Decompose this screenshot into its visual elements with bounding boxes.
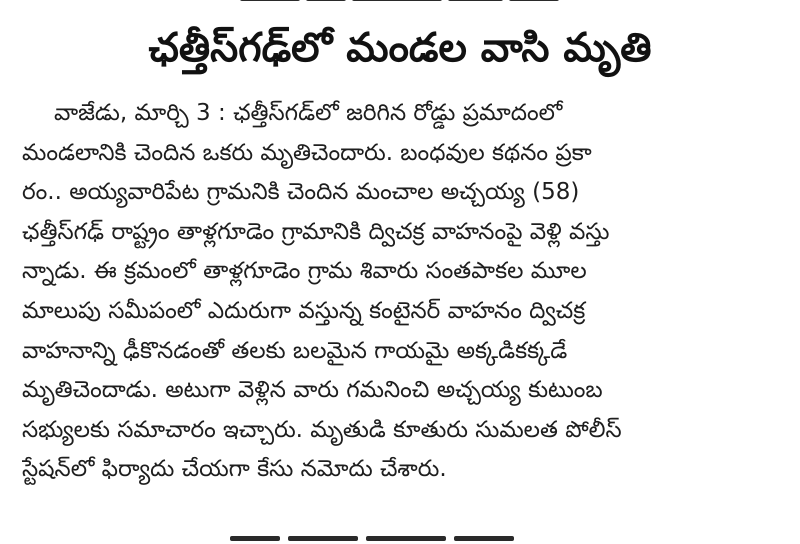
article-line: స్టేషన్‌లో ఫిర్యాదు చేయగా కేసు నమోదు చేశారు. [22,456,447,483]
article-line: రం.. అయ్యవారిపేట గ్రామనికి చెందిన మంచాల అచ్చయ్య (58) [22,179,580,206]
article-line: మాలుపు సమీపంలో ఎదురుగా వస్తున్న కంటైనర్ వాహనం ద్విచక్ర [22,297,586,324]
article-line: ఛత్తీస్‌గఢ్ రాష్ట్రం తాళ్లగూడెం గ్రామానికి ద్విచక్ర వాహనంపై వెళ్లి వస్తు [22,218,610,245]
article-line: న్నాడు. ఈ క్రమంలో తాళ్లగూడెం గ్రామ శివారు సంతపాకల మూల [22,258,587,285]
article-line: సభ్యులకు సమాచారం ఇచ్చారు. మృతుడి కూతురు సుమలత పోలీస్ [22,416,622,443]
article-headline: ఛత్తీస్‌గఢ్‌లో మండల వాసి మృతి [148,25,652,71]
article-body [22,94,780,490]
article-line: మృతిచెందాడు. అటుగా వెళ్లిన వారు గమనించి అచ్చయ్య కుటుంబ [22,377,603,404]
clipped-text-top [240,0,570,4]
article-line: మండలానికి చెందిన ఒకరు మృతిచెందారు. బంధవుల కథనం ప్రకా [22,139,592,166]
article-line: వాహనాన్ని ఢీకొనడంతో తలకు బలమైన గాయమై అక్కడికక్కడే [22,337,568,364]
article-line: వాజేడు, మార్చి 3 : ఛత్తీస్‌గడ్‌లో జరిగిన రోడ్డు ప్రమాదంలో [54,100,563,126]
